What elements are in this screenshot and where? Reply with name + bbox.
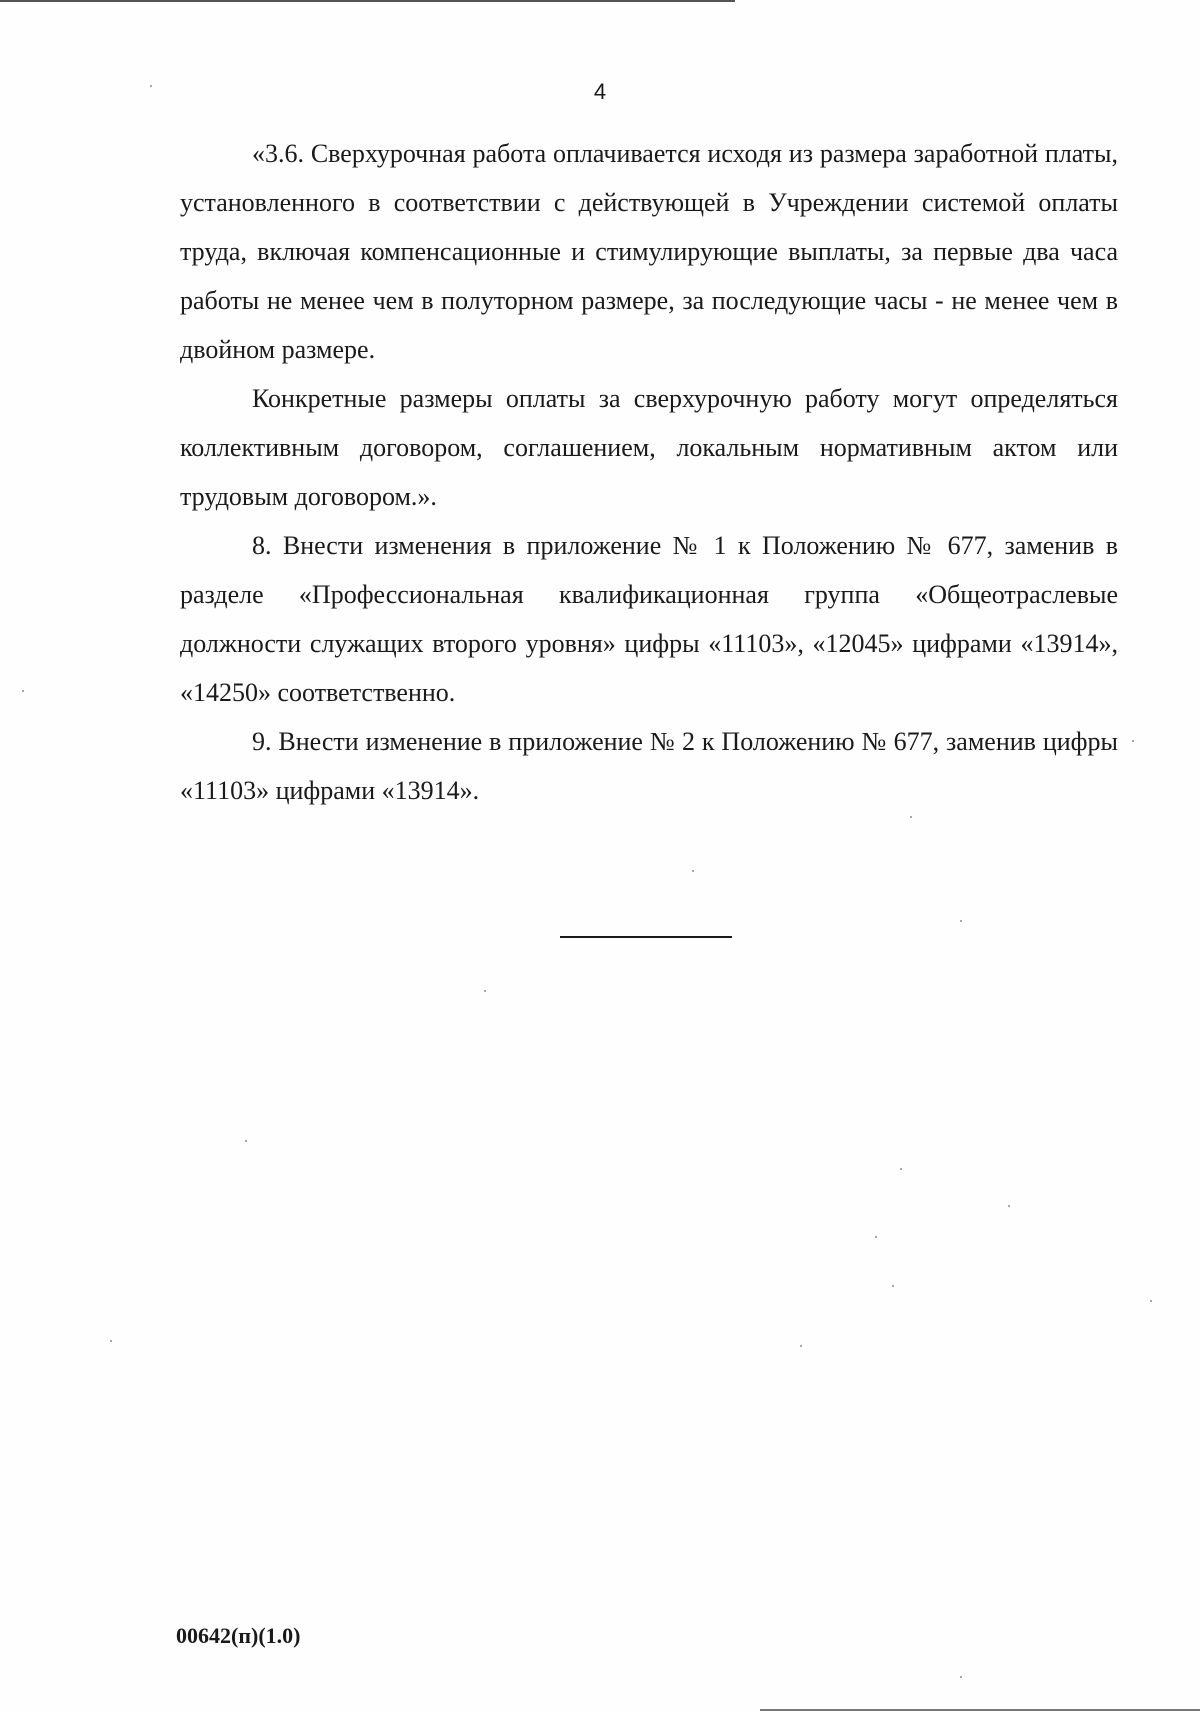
scan-edge-top bbox=[0, 0, 735, 2]
page-number: 4 bbox=[593, 79, 607, 104]
scan-speck bbox=[800, 1345, 802, 1347]
scan-speck bbox=[1132, 740, 1134, 742]
scan-speck bbox=[1150, 1300, 1152, 1302]
scan-speck bbox=[692, 870, 694, 872]
scan-speck bbox=[110, 1340, 112, 1342]
paragraph-3-6: «3.6. Сверхурочная работа оплачивается исходя из размера заработной платы, установленного в соответствии с действующей в Учреждении системой оплаты труда, включая компенсационные и стимулирующие выплаты, за первые два часа работы не менее чем в полуторном размере, за последующие часы - не менее чем в двойном размере. bbox=[180, 139, 1118, 364]
scan-speck bbox=[245, 1140, 247, 1142]
scan-speck bbox=[484, 990, 486, 992]
scan-speck bbox=[910, 816, 912, 818]
scan-speck bbox=[875, 1236, 877, 1238]
document-code: 00642(п)(1.0) bbox=[176, 1623, 301, 1648]
scan-speck bbox=[892, 1285, 894, 1287]
scan-speck bbox=[1008, 1205, 1010, 1207]
end-separator-line bbox=[560, 936, 732, 938]
paragraph-overtime-amounts: Конкретные размеры оплаты за сверхурочную работу могут определяться коллективным договором, соглашением, локальным нормативным актом или трудовым договором.». bbox=[180, 384, 1118, 511]
scan-speck bbox=[22, 690, 24, 692]
paragraph-item-8: 8. Внести изменения в приложение № 1 к Положению № 677, заменив в разделе «Профессиональная квалификационная группа «Общеотраслевые должности служащих второго уровня» цифры «11103», «12045» цифрами «13914», «14250» соответственно. bbox=[180, 531, 1118, 707]
scan-edge-bottom bbox=[760, 1709, 1200, 1711]
paragraph-item-9: 9. Внести изменение в приложение № 2 к Положению № 677, заменив цифры «11103» цифрами «13914». bbox=[180, 727, 1118, 805]
scan-speck bbox=[960, 1676, 962, 1678]
scan-speck bbox=[150, 85, 152, 87]
scan-speck bbox=[960, 920, 962, 922]
scan-speck bbox=[900, 1168, 902, 1170]
document-body bbox=[180, 129, 1118, 815]
